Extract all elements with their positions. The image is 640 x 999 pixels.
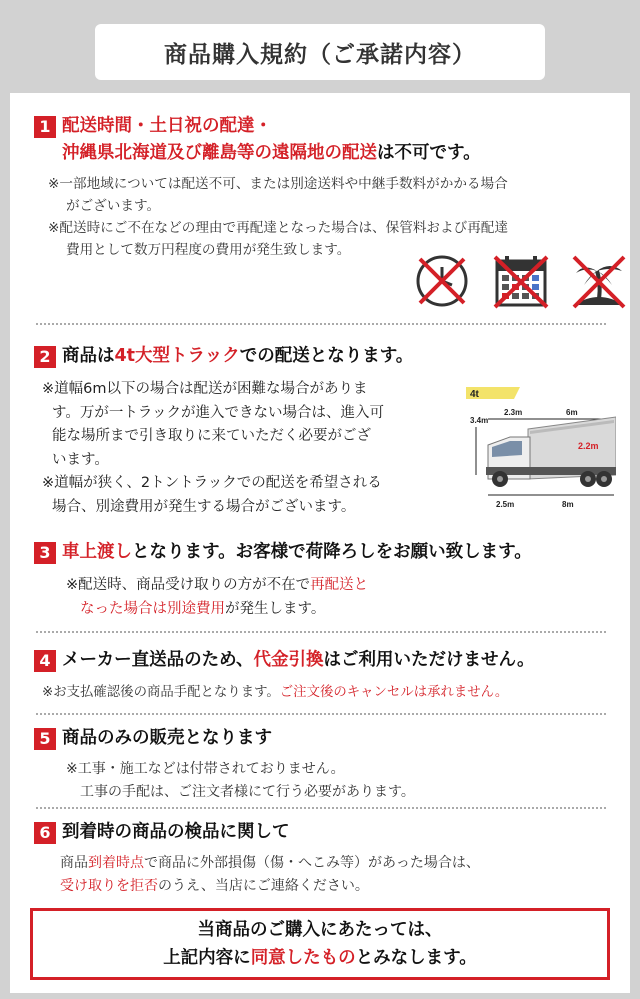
- section-5: [10, 725, 630, 804]
- heading-red-text: 沖縄県北海道及び離島等の遠隔地の配送: [62, 143, 377, 163]
- note-text: が発生します。: [225, 600, 326, 617]
- note-text: で商品に外部損傷（傷・へこみ等）があった場合は、: [144, 855, 480, 871]
- heading-red-text: 代金引換: [253, 650, 324, 670]
- section-6-heading: [10, 819, 630, 846]
- divider: [36, 631, 606, 633]
- divider: [36, 807, 606, 809]
- section-1-notes: [10, 173, 630, 261]
- heading-text: は不可です。: [377, 143, 481, 163]
- note-line: 能な場所まで引き取りに来ていただく必要がござ: [52, 428, 371, 444]
- note-text: 商品: [60, 855, 88, 871]
- heading-text: となります。お客様で荷降ろしをお願い致します。: [132, 542, 532, 562]
- agreement-line: 当商品のご購入にあたっては、: [197, 920, 443, 940]
- no-calendar-icon: [492, 253, 550, 313]
- section-number: 1: [34, 116, 56, 138]
- section-3-heading: [10, 539, 630, 566]
- heading-text: での配送となります。: [239, 346, 414, 366]
- section-number: 6: [34, 822, 56, 844]
- heading-red-text: 車上渡し: [62, 542, 132, 562]
- note-red-text: 再配送と: [310, 577, 369, 593]
- note-red-text: 到着時点: [88, 855, 144, 871]
- agreement-text: とみなします。: [355, 948, 477, 968]
- section-1: [10, 113, 630, 261]
- note-red-text: なった場合は: [80, 600, 167, 617]
- truck-wheelbase-label: 2.5m: [496, 500, 515, 509]
- no-clock-icon: [414, 253, 470, 313]
- note-red-text: 受け取りを拒否: [60, 878, 158, 894]
- no-island-icon: [570, 253, 628, 313]
- section-3: [10, 539, 630, 621]
- note-line: います。: [52, 451, 109, 468]
- note-red-text: ご注文後のキャンセルは承れません。: [279, 685, 509, 700]
- heading-text: メーカー直送品のため、: [62, 650, 254, 670]
- truck-length-label: 8m: [562, 500, 574, 509]
- note-line: がございます。: [66, 198, 161, 214]
- heading-text: 商品は: [62, 346, 115, 366]
- truck-box-label: 6m: [566, 408, 578, 417]
- terms-panel: [10, 93, 630, 993]
- agreement-box: [30, 908, 610, 980]
- note-red-text: 別途費用: [167, 600, 225, 617]
- note-line: 費用として数万円程度の費用が発生致します。: [66, 242, 351, 258]
- note-line: ※工事・施工などは付帯されておりません。: [66, 761, 345, 777]
- note-text: のうえ、当店にご連絡ください。: [158, 878, 369, 894]
- section-1-heading-2: [10, 140, 630, 167]
- section-number: 5: [34, 728, 56, 750]
- section-2-heading: [10, 343, 630, 370]
- heading-text: はご利用いただけません。: [323, 650, 535, 670]
- heading-text: 到着時の商品の検品に関して: [62, 822, 290, 842]
- section-number: 2: [34, 346, 56, 368]
- heading-text: 商品のみの販売となります: [62, 728, 272, 748]
- note-line: ※配送時にご不在などの理由で再配達となった場合は、保管料および再配達: [48, 220, 508, 236]
- note-line: ※道幅が狭く、2トントラックでの配送を希望される: [42, 475, 382, 491]
- note-line: ※道幅6m以下の場合は配送が困難な場合がありま: [42, 381, 368, 397]
- note-text: ※配送時、商品受け取りの方が不在で: [66, 577, 311, 593]
- section-4: [10, 647, 630, 704]
- truck-diagram: [466, 383, 616, 517]
- note-line: ※一部地域については配送不可、または別途送料や中継手数料がかかる場合: [48, 176, 508, 192]
- divider: [36, 323, 606, 325]
- note-text: ※お支払確認後の商品手配となります。: [42, 685, 280, 700]
- truck-cab-label: 2.3m: [504, 408, 523, 417]
- section-4-notes: [10, 682, 630, 704]
- section-number: 3: [34, 542, 56, 564]
- truck-box-height-label: 2.2m: [578, 441, 599, 451]
- truck-height-label: 3.4m: [470, 416, 489, 425]
- heading-red-text: 4t大型トラック: [114, 346, 240, 366]
- section-5-notes: [10, 758, 630, 804]
- section-number: 4: [34, 650, 56, 672]
- divider: [36, 713, 606, 715]
- agreement-text: 上記内容に: [163, 948, 251, 968]
- section-4-heading: [10, 647, 630, 674]
- note-line: 場合、別途費用が発生する場合がございます。: [52, 498, 356, 515]
- note-line: 工事の手配は、ご注文者様にて行う必要があります。: [80, 784, 415, 800]
- section-6: [10, 819, 630, 898]
- agreement-red-text: 同意したもの: [250, 948, 356, 968]
- heading-line: 配送時間・土日祝の配達・: [62, 116, 272, 136]
- section-5-heading: [10, 725, 630, 752]
- section-1-heading: [10, 113, 630, 140]
- section-6-notes: [10, 852, 630, 898]
- section-3-notes: [10, 574, 630, 621]
- truck-tag: 4t: [470, 389, 479, 400]
- page-title: 商品購入規約（ご承諾内容）: [95, 24, 545, 80]
- note-line: す。万が一トラックが進入できない場合は、進入可: [52, 404, 385, 421]
